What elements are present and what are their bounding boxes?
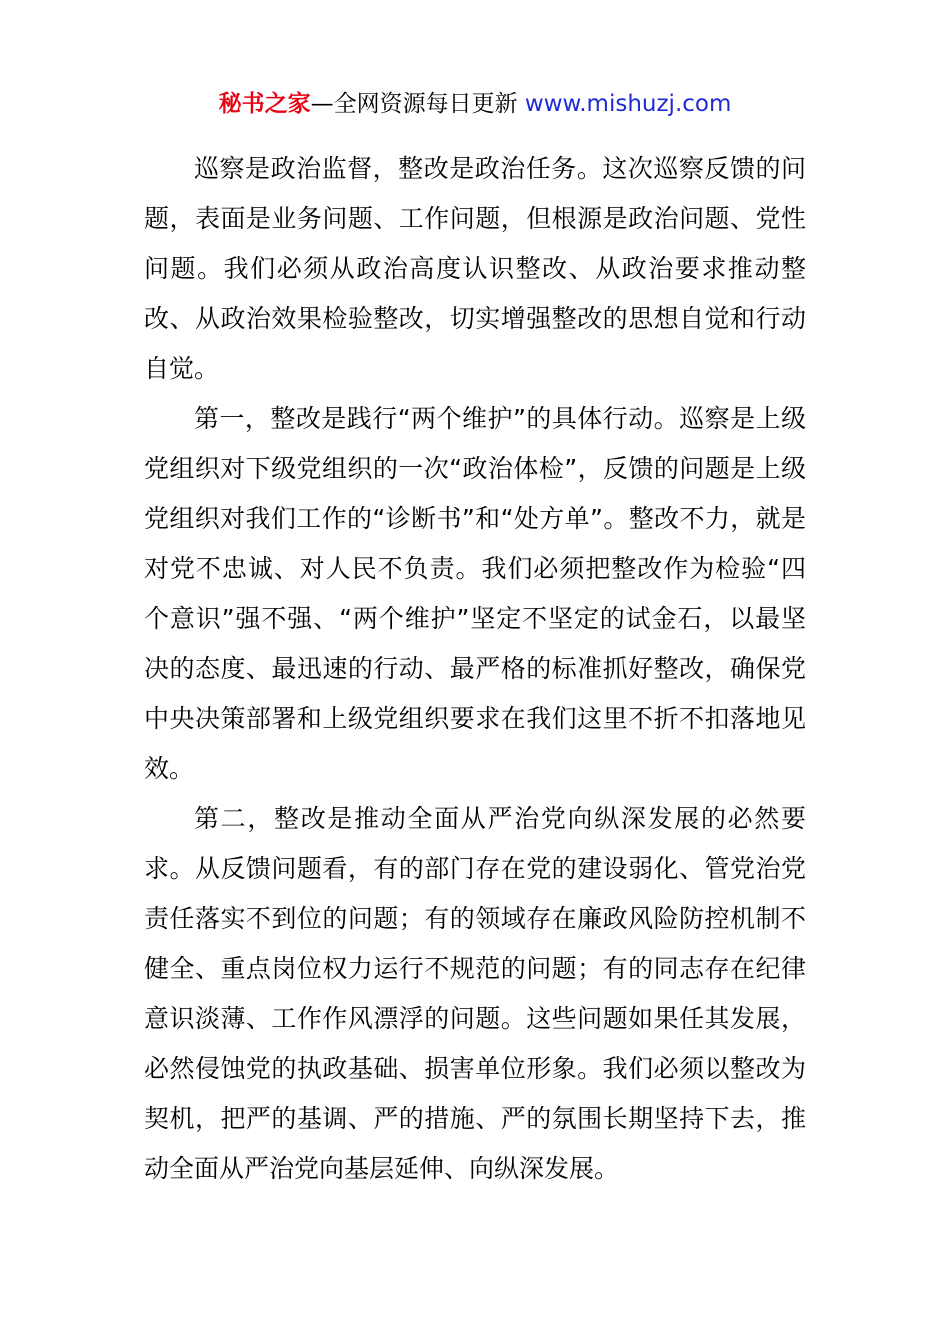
paragraph-first-point: 第一，整改是践行“两个维护”的具体行动。巡察是上级党组织对下级党组织的一次“政治体检”，反馈的问题是上级党组织对我们工作的“诊断书”和“处方单”。整改不力，就是对党不忠诚、对人民不负责。我们必须把整改作为检验“四个意识”强不强、“两个维护”坚定不坚定的试金石，以最坚决的态度、最迅速的行动、最严格的标准抓好整改，确保党中央决策部署和上级党组织要求在我们这里不折不扣落地见效。 bbox=[144, 404, 806, 783]
site-header bbox=[0, 86, 950, 122]
site-slogan: —全网资源每日更新 bbox=[310, 91, 525, 117]
document-body bbox=[144, 144, 806, 1194]
site-url-link[interactable]: www.mishuzj.com bbox=[524, 91, 732, 117]
paragraph-intro: 巡察是政治监督，整改是政治任务。这次巡察反馈的问题，表面是业务问题、工作问题，但根源是政治问题、党性问题。我们必须从政治高度认识整改、从政治要求推动整改、从政治效果检验整改，切实增强整改的思想自觉和行动自觉。 bbox=[144, 154, 806, 383]
paragraph-second-point: 第二，整改是推动全面从严治党向纵深发展的必然要求。从反馈问题看，有的部门存在党的建设弱化、管党治党责任落实不到位的问题；有的领域存在廉政风险防控机制不健全、重点岗位权力运行不规范的问题；有的同志存在纪律意识淡薄、工作作风漂浮的问题。这些问题如果任其发展，必然侵蚀党的执政基础、损害单位形象。我们必须以整改为契机，把严的基调、严的措施、严的氛围长期坚持下去，推动全面从严治党向基层延伸、向纵深发展。 bbox=[144, 804, 806, 1183]
site-brand: 秘书之家 bbox=[218, 91, 311, 117]
